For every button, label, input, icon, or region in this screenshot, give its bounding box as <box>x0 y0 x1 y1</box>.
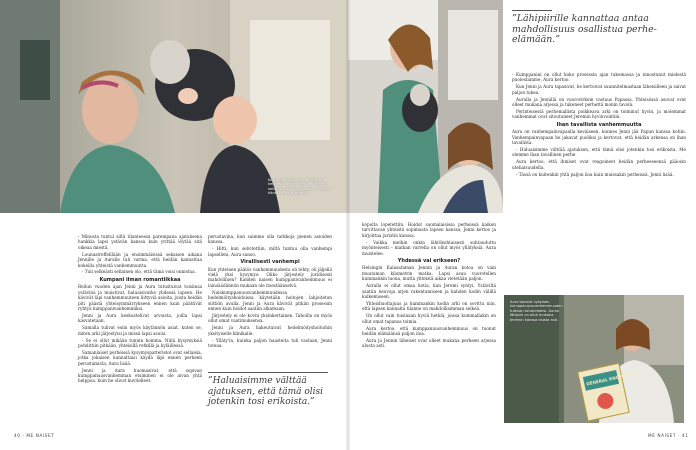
paragraph: Aura kertoo, että kumppanuusvanhemmuus on tuonut heidän elämäänsä paljon iloa. <box>362 325 496 336</box>
paragraph: - Kumppanini on ollut koko prosessin ajan tukemassa ja innostunut mielestä puolestamme, Aura kertoo. <box>512 72 686 83</box>
paragraph: - Vaikka meihin onkin lähtökohtaisesti suhtauduttu myönteisesti – matkan varrella on ollut myös yllätyksiä, Aura muistelee. <box>362 239 496 256</box>
right-pull-quote <box>512 10 686 46</box>
pull-quote-rule <box>208 372 328 373</box>
inset-photo-caption: Aura toivoisi nykyisen kumppanuusvanhemmuuden tulevan tutummaksi. Auran lähipiiri on ollut mukana Jeremin kanssa alusta asti. <box>510 300 563 322</box>
paragraph: perustavina, kun saimme olla tarkkoja pienen asioiden kanssa. <box>208 234 332 245</box>
paragraph: Yhteishuoltajuus ja kummankin kodin arki on sovittu niin, että lapsen kannalta tilanne on mahdollisimman selkeä. <box>362 300 496 312</box>
paragraph: - Hitti, kun selvitettiin, miltä tuntuu olla vanhempi lapselleni, Aura sanoo. <box>208 246 332 257</box>
subheading: Virallisesti vanhempi <box>240 259 300 266</box>
paragraph: Perinteisestä perhemallista poikkeava arki on toiminut hyvin, ja molemmat vanhemmat ovat sitoutuneet Jeremin hyvinvointiin. <box>512 108 686 120</box>
paragraph: Samanlaiset perheissä kysymyspatteristot ovat sellaisia, jotka jokaisen kannattaisi käydä läpi ennen perheen perustamista, Aura lisää. <box>78 349 202 366</box>
paragraph: Aura on vanhempainvapaalla keväiseen, kunnes Jenni jää Papun kanssa kotiin. Vanhempainvapaan he jakavat puoliksi ja kertovat, että heidän arkensa on ihan tavallista. <box>512 129 686 146</box>
paragraph: - Se ei ollut mikään tunnin homma. Niitä kysymyksiä pohdittiin pitkään, yhteisillä retkillä ja kyläillessä. <box>78 337 202 348</box>
pull-quote-rule <box>512 10 552 11</box>
paragraph: Jenni ja Aura keskustelivat arvoista, joilla lapsi kasvatetaan. <box>78 312 202 324</box>
paragraph: Lounastreffeillään ja ensimmäisissä sekaisen aikana Jennille ja Auralle tuli varma, että heidän kannattaa kokeilla yhteistä vanhemmuutta. <box>78 251 202 268</box>
paragraph: - Minusta tuntui siltä tilanteessa parempana ajatuksena hankkia lapsi ystävän kanssa kuin yrittää löytää sitä oikeaa miestä. <box>78 234 202 250</box>
paragraph: Helsingin Kalasataman Jennin ja Auran kotoa on vain muutaman kilometrin matka. Lapsi asuu vuorotellen kummankin luona, mutta yhteistä aikaa vietetään paljon. <box>362 265 496 282</box>
pull-quote-text: ”Haluaisimme välttää ajatuksen, että tämä olisi jotenkin tosi erikoista.” <box>208 376 324 407</box>
left-photo-caption: Kun Jeremi oli pieni, hänellä oli kehitysviivästymiä, joiden syy on selvinnyt kuntoutuksessa. Nykyään häntä tukee kuntoutus. <box>268 178 332 196</box>
left-pull-quote <box>208 372 328 408</box>
paragraph: - Ylläty'in, kuinka paljon haasteita tuli vastaan, Jenni toteaa. <box>208 337 332 348</box>
paragraph: - Tuli selkeästi sellainen olo, että tämä voisi onnistua. <box>82 269 196 275</box>
right-column-right <box>512 72 686 272</box>
paragraph: Naiskumppanuusvanhemmuudessa hedelmöityshoidoissa käytetään hoitojen lahjoitetun siittiön avulla. Jenni ja Aura kävivät pitkän prosessin ennen kuin hoidot saatiin alkamaan. <box>208 289 332 311</box>
subheading: Kumpani ilman romantiikkaa <box>99 276 181 283</box>
spine-gutter <box>346 0 350 450</box>
left-column-1 <box>78 234 202 385</box>
paragraph: - Tässä on kuitenkin yhtä paljon iloa kuin muissakin perheissä, Jenni lisää. <box>516 171 674 177</box>
paragraph: kopolta lopetettiin. Hoidot suomalaisissa perheissä kaiken tarvittavan yhteistä sopimusta lapsen kanssa, Jenni kertoo ja kirjoittaa juristin kanssa. <box>362 222 496 238</box>
subheading: Yhdessä vai erikseen? <box>397 257 461 264</box>
paragraph: Auralla ja Jennillä on vuorovirkein vastaus Papassa. Yhteisössä asuvat ovat olleet mukana arjessa ja tukeneet perhettä monin tavoin. <box>512 96 686 108</box>
right-page <box>348 0 696 450</box>
right-photo <box>348 0 503 213</box>
right-column-left <box>362 222 496 427</box>
left-folio: 40 · ME NAISET <box>14 433 55 438</box>
right-folio: ME NAISET · 41 <box>648 433 689 438</box>
subheading: Ihan tavallista vanhemmuutta <box>556 121 642 128</box>
paragraph: On ollut vain toisinaan hyviä hetkiä, joissa kummallakin on ollut omat tapansa toimia. <box>362 313 496 324</box>
paragraph: Jenni ja Aura huomasivat, että sopivan kumppanuusvanhemman etsiminen ei ole aivan yhtä helppoa, kuin he olivat kuvitelleet. <box>78 367 202 384</box>
paragraph: Kun Jenni ja Aura tapasivat, he kertoivat suunnitelmastaan läheisilleen ja saivat paljon tukea. <box>512 84 686 95</box>
paragraph: Reilun vuoden ajan Jenni ja Aura tutustuivat toisiinsa ystävinä ja muistivat, haluaisivatko yhdessä lapsen. He kävivät läpi vanhemmuuteen liittyviä asioita, joista heidän piti päästä yhteisymmärrykseen ennen kuin päättivät ryhtyä kumppanivanhemmiksi. <box>78 284 202 311</box>
left-column-2 <box>208 234 332 366</box>
paragraph: - Haluaisimme välttää ajatuksen, että tämä olisi jotenkin tosi erikoista. Me olemme ihan tavallinen perhe. <box>512 146 686 158</box>
book-title: GENERAL KNOWLEDGE <box>585 370 640 387</box>
paragraph: Aura kertoo, että ihmiset ovat reagoineet heidän perheeseensä pääosin uteliaisuudella. <box>512 159 686 170</box>
paragraph: Kun yhteinen päätös vanhemmuudesta oli tehty, oli jäljellä vielä yksi kysymys: Oliko järjestely juridisesti mahdollinen? Kahden naisen kumppanivanhemmuus ei lainsäädännön mukaan ole itsestäänselvä. <box>208 266 332 288</box>
pull-quote-text: ”Lähipiirille kannattaa antaa mahdollisuus osallistua perhe-elämään.” <box>512 13 657 46</box>
paragraph: Samalla tulivat esiin myös käytännön asiat, kuten se, miten arki järjestyisi ja missä lapsi asuisi. <box>78 325 202 336</box>
paragraph: Aura ja Jennin läheiset ovat olleet mukana perheen arjessa alusta asti. <box>362 337 496 349</box>
paragraph: Järjestely ei ole kovin yksinkertainen. Tahoilla on myös ollut omat vaatimuksensa. <box>208 312 332 324</box>
paragraph: Auralla ei ollut omaa kotia, kun Jeremi syntyi. Ystäviltä saatiin neuvoja arjen rakentamiseen ja kahden kodin välillä kulkemiseen. <box>362 283 496 299</box>
paragraph: Jenni ja Aura hakeutuivat hedelmöityshoitoihin yksityiselle klinikalle. <box>208 325 332 336</box>
